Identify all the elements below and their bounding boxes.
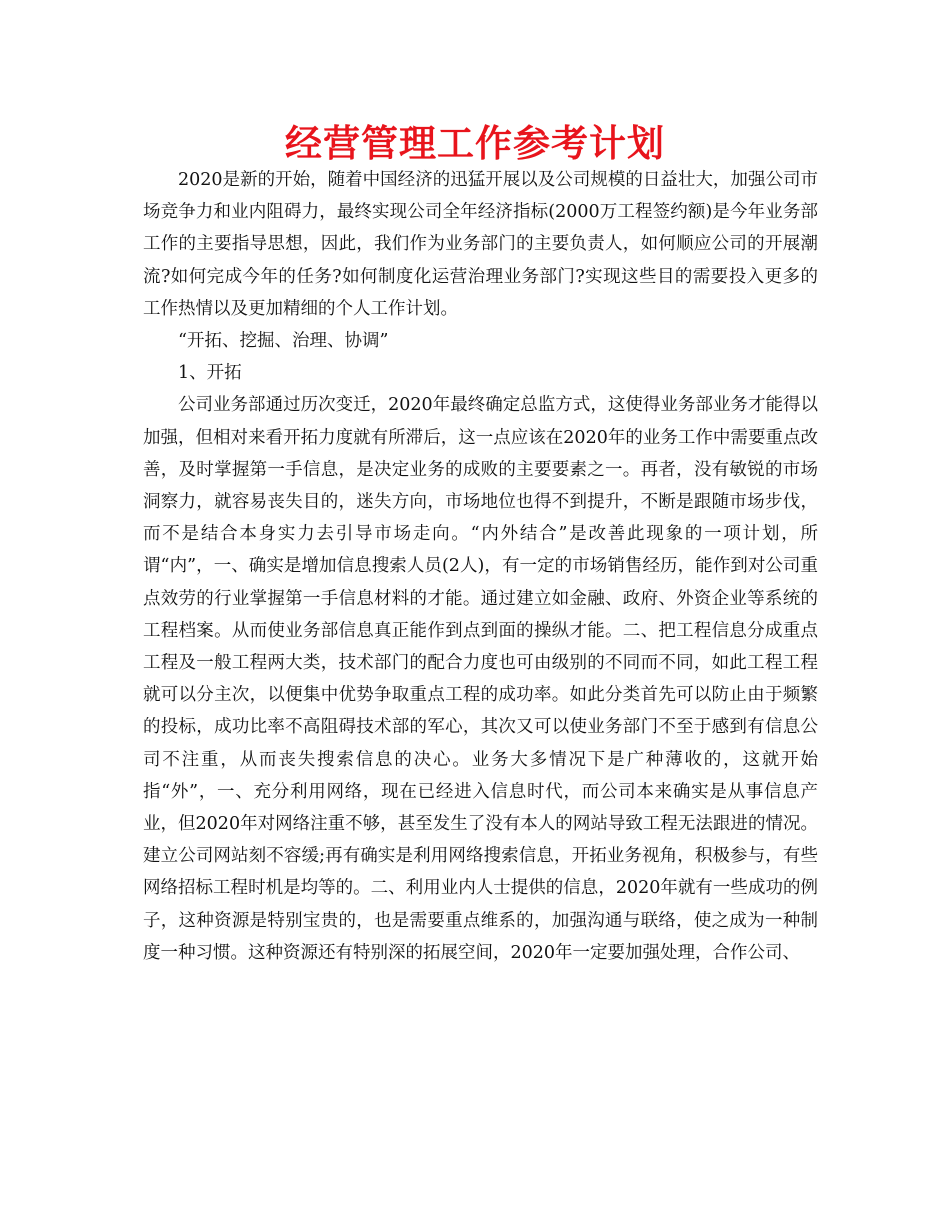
paragraph-motto: “开拓、挖掘、治理、协调” <box>178 331 389 352</box>
section-heading-expand: 1、开拓 <box>178 363 242 384</box>
document-body <box>143 164 818 969</box>
paragraph-intro: 2020是新的开始，随着中国经济的迅猛开展以及公司规模的日益壮大，加强公司市场竞争力和业内阻碍力，最终实现公司全年经济指标(2000万工程签约额)是今年业务部工作的主要指导思想，因此，我们作为业务部门的主要负责人，如何顺应公司的开展潮流?如何完成今年的任务?如何制度化运营治理业务部门?实现这些目的需要投入更多的工作热情以及更加精细的个人工作计划。 <box>143 170 818 319</box>
paragraph-expand-body: 公司业务部通过历次变迁，2020年最终确定总监方式，这使得业务部业务才能得以加强，但相对来看开拓力度就有所滞后，这一点应该在2020年的业务工作中需要重点改善，及时掌握第一手信息，是决定业务的成败的主要要素之一。再者，没有敏锐的市场洞察力，就容易丧失目的，迷失方向，市场地位也得不到提升，不断是跟随市场步伐，而不是结合本身实力去引导市场走向。“内外结合”是改善此现象的一项计划，所谓“内”，一、确实是增加信息搜索人员(2人)，有一定的市场销售经历，能作到对公司重点效劳的行业掌握第一手信息材料的才能。通过建立如金融、政府、外资企业等系统的工程档案。从而使业务部信息真正能作到点到面的操纵才能。二、把工程信息分成重点工程及一般工程两大类，技术部门的配合力度也可由级别的不同而不同，如此工程工程就可以分主次，以便集中优势争取重点工程的成功率。如此分类首先可以防止由于频繁的投标，成功比率不高阻碍技术部的军心，其次又可以使业务部门不至于感到有信息公司不注重，从而丧失搜索信息的决心。业务大多情况下是广种薄收的，这就开始指“外”，一、充分利用网络，现在已经进入信息时代，而公司本来确实是从事信息产业，但2020年对网络注重不够，甚至发生了没有本人的网站导致工程无法跟进的情况。建立公司网站刻不容缓;再有确实是利用网络搜索信息，开拓业务视角，积极参与，有些网络招标工程时机是均等的。二、利用业内人士提供的信息，2020年就有一些成功的例子，这种资源是特别宝贵的，也是需要重点维系的，加强沟通与联络，使之成为一种制度一种习惯。这种资源还有特别深的拓展空间，2020年一定要加强处理，合作公司、 <box>143 395 818 963</box>
document-title: 经营管理工作参考计划 <box>285 122 665 165</box>
